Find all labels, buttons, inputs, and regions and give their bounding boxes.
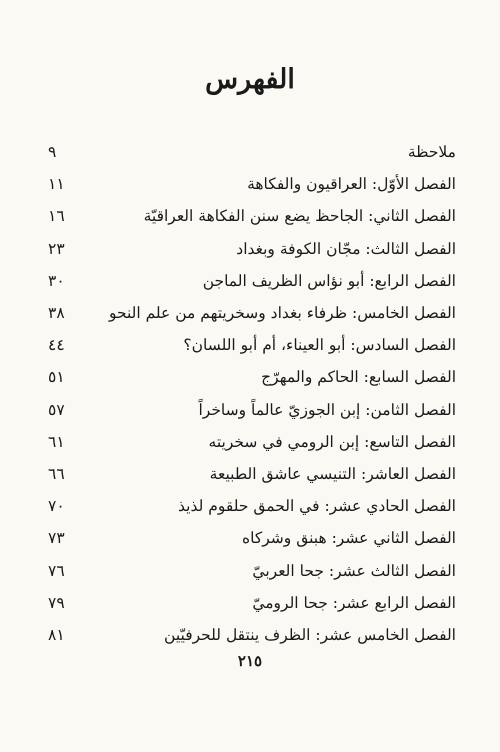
toc-entry-page: ٣٠ [48,271,65,290]
page-title: الفهرس [205,64,295,95]
toc-entry-title: الفصل الأوّل: العراقيون والفكاهة [247,175,456,194]
toc-entry-title: الفصل الثامن: إبن الجوزيّ عالماً وساخراً [198,400,456,419]
toc-entry [48,554,456,586]
toc-entry [48,265,456,297]
toc-entry-page: ٨١ [48,625,65,644]
toc-entry-page: ٩ [48,143,57,162]
toc-entry-title: الفصل الحادي عشر: في الحمق حلقوم لذيذ [178,497,456,516]
toc-entry-page: ٤٤ [48,336,65,355]
toc-entry [48,361,456,393]
toc-entry-page: ١٦ [48,207,65,226]
toc-entry [48,619,456,651]
toc-entry-title: الفصل العاشر: التنيسي عاشق الطبيعة [209,464,456,483]
toc-entry [48,394,456,426]
toc-entry [48,168,456,200]
toc-entry-title: الفصل الخامس: ظرفاء بغداد وسخريتهم من علم النحو [108,304,456,323]
toc-entry [48,587,456,619]
toc-entry-title: الفصل الخامس عشر: الظرف ينتقل للحرفيّين [164,625,456,644]
toc-entry-page: ٦١ [48,432,65,451]
toc-entry-page: ٥١ [48,368,65,387]
toc-entry-title: الفصل السابع: الحاكم والمهرّج [261,368,456,387]
toc-entry-page: ٧٣ [48,529,65,548]
toc-entry-page: ٧٦ [48,561,65,580]
toc-entry-page: ٧٠ [48,497,65,516]
toc-entry-title: الفصل التاسع: إبن الرومي في سخريته [208,432,456,451]
toc-entry [48,522,456,554]
toc-entry-title: الفصل السادس: أبو العيناء، أم أبو اللسان؟ [183,336,456,355]
toc-entry [48,297,456,329]
toc-entry [48,233,456,265]
toc-entry-title: الفصل الثالث: مجّان الكوفة وبغداد [236,239,456,258]
toc-entry-page: ٧٩ [48,593,65,612]
toc-entry [48,490,456,522]
table-of-contents [48,136,456,651]
toc-entry [48,426,456,458]
toc-entry-page: ١١ [48,175,65,194]
page-number: ٢١٥ [237,652,263,670]
toc-entry-page: ٥٧ [48,400,65,419]
toc-entry-page: ٢٣ [48,239,65,258]
toc-entry [48,200,456,232]
toc-entry-page: ٦٦ [48,464,65,483]
toc-entry [48,136,456,168]
toc-entry-title: ملاحظة [407,143,456,162]
toc-entry [48,458,456,490]
toc-entry-title: الفصل الرابع: أبو نؤاس الظريف الماجن [202,271,456,290]
toc-entry-title: الفصل الثاني عشر: هبنق وشركاه [242,529,456,548]
toc-entry [48,329,456,361]
toc-entry-page: ٣٨ [48,304,65,323]
toc-entry-title: الفصل الثاني: الجاحظ يضع سنن الفكاهة العراقيّة [143,207,456,226]
toc-entry-title: الفصل الرابع عشر: جحا الروميّ [252,593,456,612]
toc-entry-title: الفصل الثالث عشر: جحا العربيّ [252,561,456,580]
